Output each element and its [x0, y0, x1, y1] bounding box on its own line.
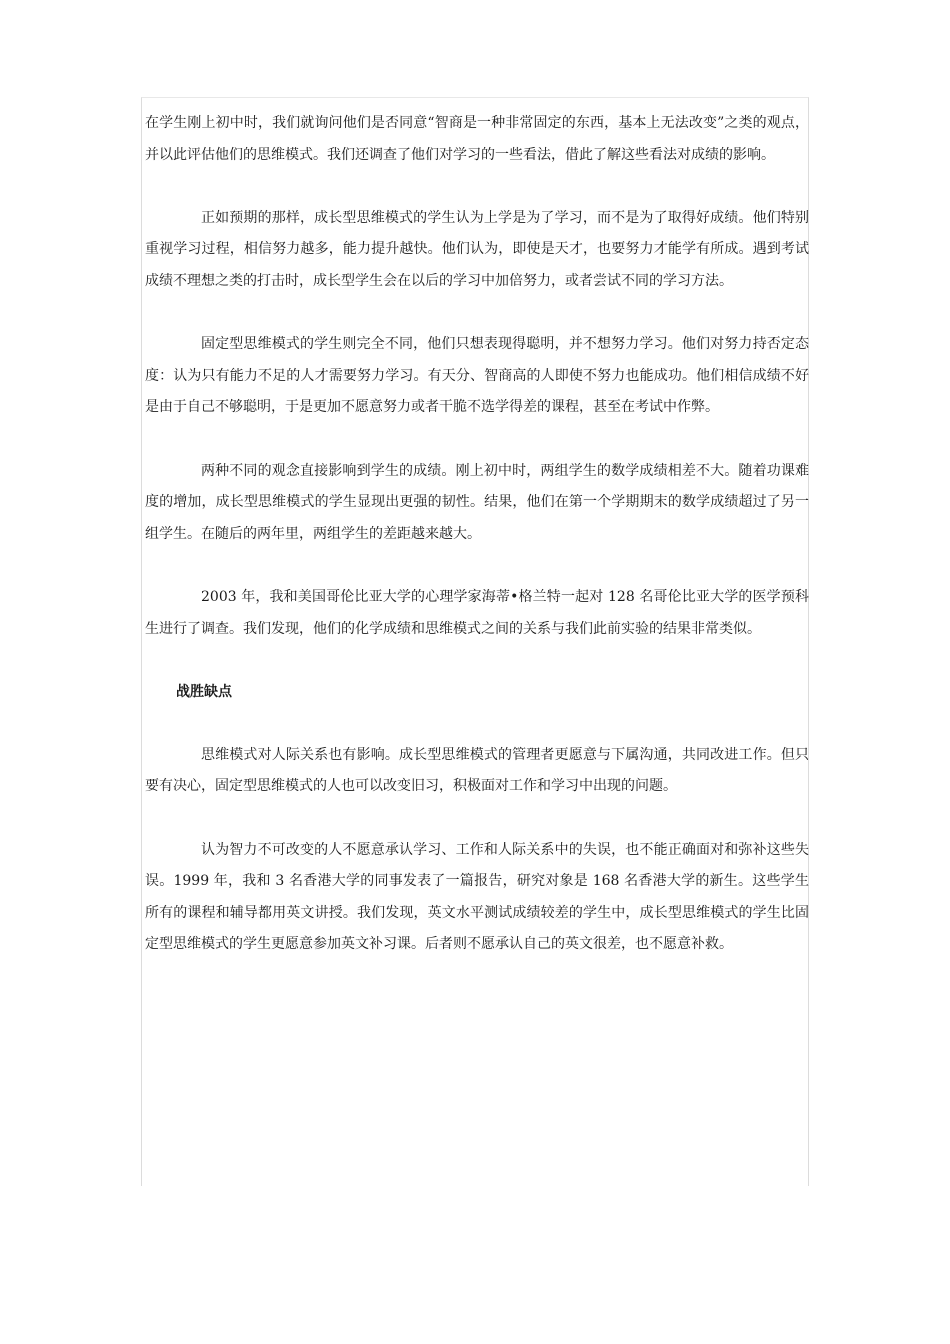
- section-heading: 战胜缺点: [176, 683, 232, 700]
- paragraph-1: 在学生刚上初中时，我们就询问他们是否同意“智商是一种非常固定的东西，基本上无法改变”之类的观点，并以此评估他们的思维模式。我们还调查了他们对学习的一些看法，借此了解这些看法对成绩的影响。: [145, 115, 809, 163]
- paragraph-5: 2003 年，我和美国哥伦比亚大学的心理学家海蒂•格兰特一起对 128 名哥伦比亚大学的医学预科生进行了调查。我们发现，他们的化学成绩和思维模式之间的关系与我们此前实验的结果非常类似。: [145, 588, 809, 637]
- paragraph-3: 固定型思维模式的学生则完全不同，他们只想表现得聪明，并不想努力学习。他们对努力持否定态度：认为只有能力不足的人才需要努力学习。有天分、智商高的人即使不努力也能成功。他们相信成绩不好是由于自己不够聪明，于是更加不愿意努力或者干脆不选学得差的课程，甚至在考试中作弊。: [145, 336, 809, 416]
- paragraph-6: 思维模式对人际关系也有影响。成长型思维模式的管理者更愿意与下属沟通，共同改进工作。但只要有决心，固定型思维模式的人也可以改变旧习，积极面对工作和学习中出现的问题。: [145, 746, 809, 795]
- paragraph-4: 两种不同的观念直接影响到学生的成绩。刚上初中时，两组学生的数学成绩相差不大。随着功课难度的增加，成长型思维模式的学生显现出更强的韧性。结果，他们在第一个学期期末的数学成绩超过了另一组学生。在随后的两年里，两组学生的差距越来越大。: [145, 462, 809, 542]
- document-body: [145, 108, 809, 993]
- paragraph-7: 认为智力不可改变的人不愿意承认学习、工作和人际关系中的失误，也不能正确面对和弥补这些失误。1999 年，我和 3 名香港大学的同事发表了一篇报告，研究对象是 168 名香港大学的新生。这些学生所有的课程和辅导都用英文讲授。我们发现，英文水平测试成绩较差的学生中，成长型思维模式的学生比固定型思维模式的学生更愿意参加英文补习课。后者则不愿承认自己的英文很差，也不愿意补救。: [145, 841, 809, 953]
- paragraph-2: 正如预期的那样，成长型思维模式的学生认为上学是为了学习，而不是为了取得好成绩。他们特别重视学习过程，相信努力越多，能力提升越快。他们认为，即使是天才，也要努力才能学有所成。遇到考试成绩不理想之类的打击时，成长型学生会在以后的学习中加倍努力，或者尝试不同的学习方法。: [145, 209, 809, 289]
